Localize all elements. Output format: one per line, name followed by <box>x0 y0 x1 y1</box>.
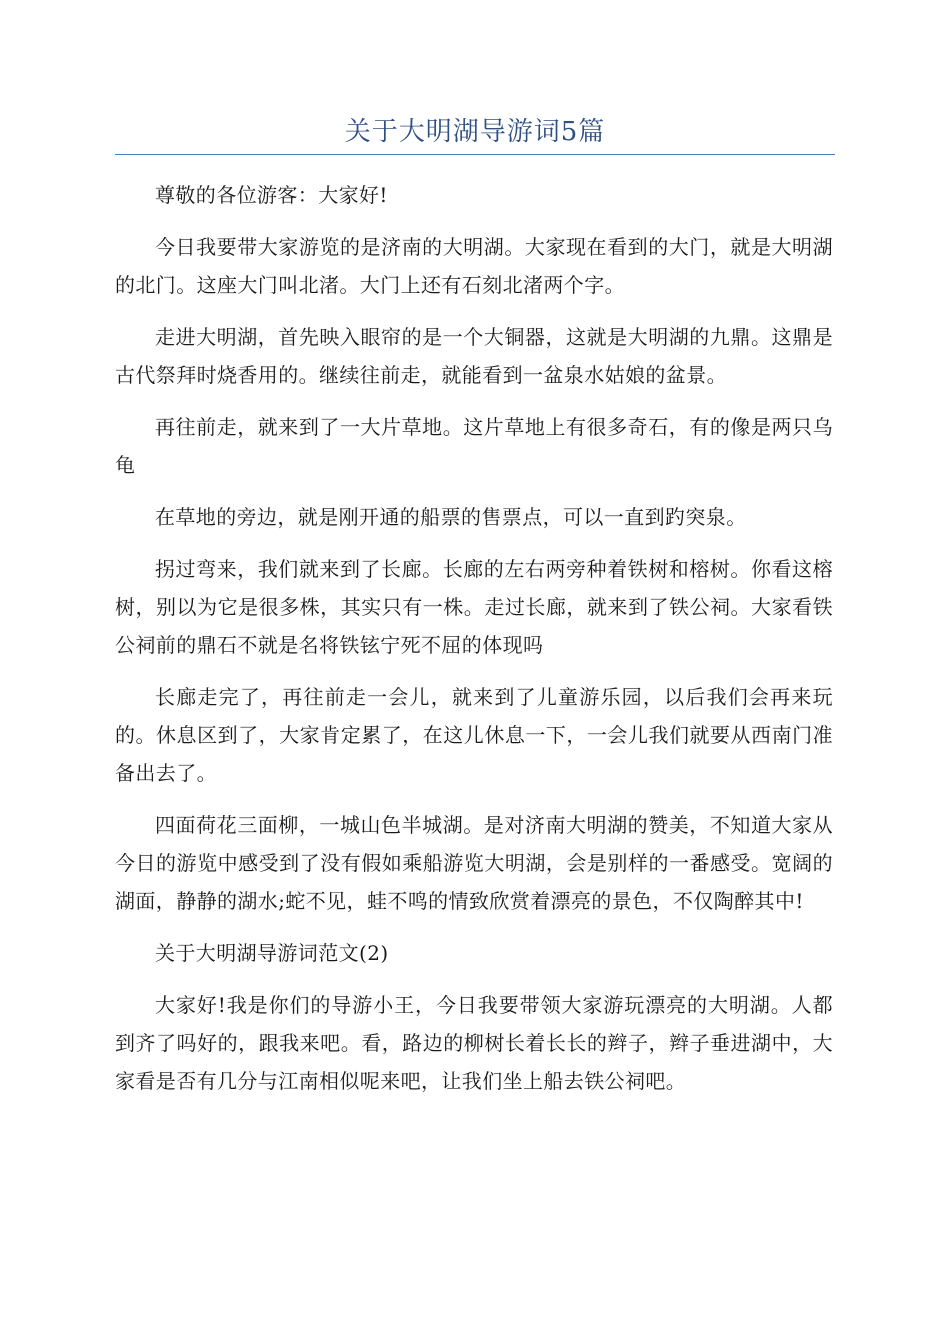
paragraph-guide-intro: 大家好!我是你们的导游小王，今日我要带领大家游玩漂亮的大明湖。人都到齐了吗好的，跟我来吧。看，路边的柳树长着长长的辫子，辫子垂进湖中，大家看是否有几分与江南相似呢来吧，让我们坐上船去铁公祠吧。 <box>115 993 833 1093</box>
paragraph-nine-ding: 走进大明湖，首先映入眼帘的是一个大铜器，这就是大明湖的九鼎。这鼎是古代祭拜时烧香用的。继续往前走，就能看到一盆泉水姑娘的盆景。 <box>115 325 833 387</box>
paragraph-praise: 四面荷花三面柳，一城山色半城湖。是对济南大明湖的赞美，不知道大家从今日的游览中感受到了没有假如乘船游览大明湖，会是别样的一番感受。宽阔的湖面，静静的湖水;蛇不见，蛙不鸣的情致欣赏着漂亮的景色，不仅陶醉其中! <box>115 813 833 913</box>
document-title: 关于大明湖导游词5篇 <box>344 117 606 147</box>
paragraph-ticket-point: 在草地的旁边，就是刚开通的船票的售票点，可以一直到趵突泉。 <box>155 505 747 529</box>
document-body <box>115 176 833 1114</box>
title-underline <box>115 154 835 155</box>
paragraph-playground: 长廊走完了，再往前走一会儿，就来到了儿童游乐园，以后我们会再来玩的。休息区到了，大家肯定累了，在这儿休息一下，一会儿我们就要从西南门准备出去了。 <box>115 685 833 785</box>
section-heading-2: 关于大明湖导游词范文(2) <box>155 941 389 965</box>
paragraph-greeting: 尊敬的各位游客：大家好! <box>155 183 388 207</box>
paragraph-grassland: 再往前走，就来到了一大片草地。这片草地上有很多奇石，有的像是两只乌龟 <box>115 415 833 477</box>
paragraph-north-gate: 今日我要带大家游览的是济南的大明湖。大家现在看到的大门，就是大明湖的北门。这座大门叫北渚。大门上还有石刻北渚两个字。 <box>115 235 833 297</box>
paragraph-corridor: 拐过弯来，我们就来到了长廊。长廊的左右两旁种着铁树和榕树。你看这榕树，别以为它是很多株，其实只有一株。走过长廊，就来到了铁公祠。大家看铁公祠前的鼎石不就是名将铁铉宁死不屈的体现吗 <box>115 557 833 657</box>
